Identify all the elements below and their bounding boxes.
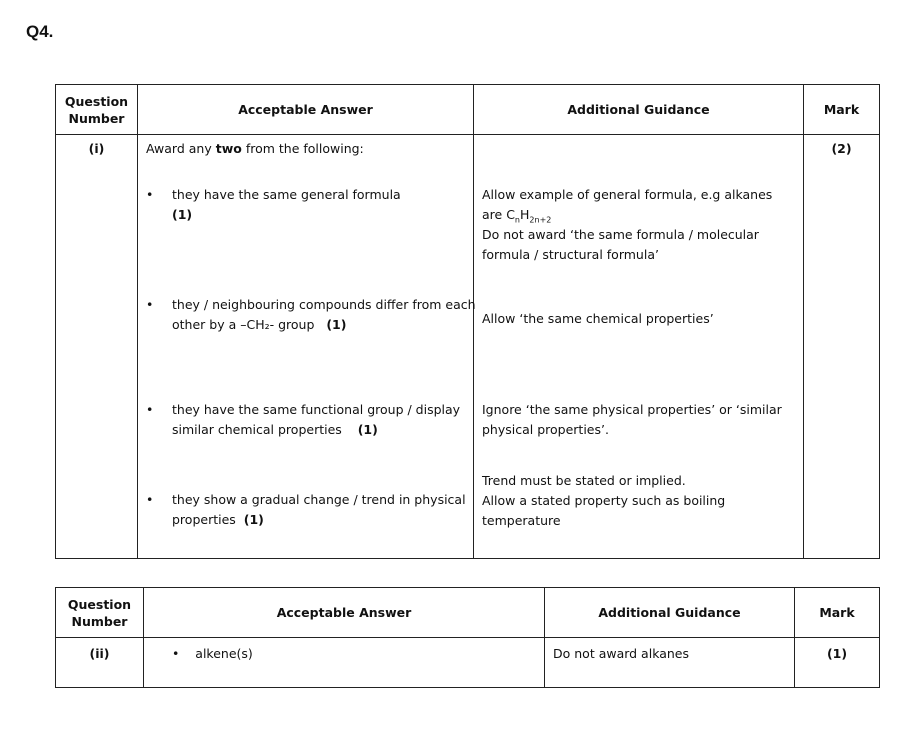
answer-text: they show a gradual change / trend in physical properties <box>172 492 466 527</box>
header-mark: Mark <box>804 85 880 135</box>
formula-subscript: n <box>514 215 520 225</box>
answer-point <box>146 400 472 440</box>
bullet-icon: • <box>146 402 154 417</box>
additional-guidance-cell <box>545 638 795 688</box>
answer-intro-emphasis: two <box>215 141 242 156</box>
mark-scheme-table-part-i <box>55 84 880 559</box>
guidance-note <box>482 471 798 531</box>
mark-scheme-table-part-ii <box>55 587 880 688</box>
header-question-number: Question Number <box>56 85 138 135</box>
table-row <box>56 135 880 559</box>
bullet-icon: • <box>146 492 154 507</box>
guidance-text: Do not award ‘the same formula / molecular formula / structural formula’ <box>482 227 759 262</box>
guidance-text: Allow ‘the same chemical properties’ <box>482 311 714 326</box>
question-number: (i) <box>88 141 105 156</box>
guidance-note <box>482 400 806 440</box>
answer-intro-pre: Award any <box>146 141 216 156</box>
answer-text: they / neighbouring compounds differ from each other by a –CH₂- group <box>172 297 476 332</box>
acceptable-answer-cell <box>144 638 545 688</box>
mark-value: (2) <box>831 141 852 156</box>
answer-point <box>146 295 482 335</box>
answer-text: they have the same general formula <box>172 187 401 202</box>
mark-value: (1) <box>826 646 848 661</box>
guidance-note <box>482 309 798 329</box>
answer-text: they have the same functional group / display similar chemical properties <box>172 402 461 437</box>
header-mark: Mark <box>795 588 880 638</box>
answer-mark: (1) <box>357 422 378 437</box>
bullet-icon: • <box>146 297 154 312</box>
question-number-cell <box>56 638 144 688</box>
formula-prefix: are C <box>482 207 515 222</box>
table-header-row <box>56 588 880 638</box>
table-header-row <box>56 85 880 135</box>
guidance-text: Do not award alkanes <box>553 646 689 661</box>
header-additional-guidance: Additional Guidance <box>474 85 804 135</box>
guidance-text: Ignore ‘the same physical properties’ or ‘similar physical properties’. <box>482 402 782 437</box>
formula-element: H <box>520 207 530 222</box>
header-additional-guidance: Additional Guidance <box>545 588 795 638</box>
mark-cell <box>804 135 880 559</box>
answer-point <box>146 185 472 225</box>
acceptable-answer-cell <box>138 135 474 559</box>
answer-text: alkene(s) <box>195 646 253 661</box>
answer-point <box>146 490 472 530</box>
bullet-icon: • <box>172 646 180 661</box>
additional-guidance-cell <box>474 135 804 559</box>
guidance-text: Trend must be stated or implied. <box>482 473 686 488</box>
answer-mark: (1) <box>243 512 264 527</box>
guidance-text: Allow a stated property such as boiling temperature <box>482 493 726 528</box>
answer-intro-post: from the following: <box>241 141 364 156</box>
guidance-formula <box>482 205 798 225</box>
question-label: Q4. <box>26 22 54 41</box>
answer-mark: (1) <box>172 207 193 222</box>
header-question-number: Question Number <box>56 588 144 638</box>
answer-mark: (1) <box>326 317 347 332</box>
guidance-text: Allow example of general formula, e.g alkanes <box>482 187 773 202</box>
question-number-cell <box>56 135 138 559</box>
table-row <box>56 638 880 688</box>
guidance-note <box>482 185 798 265</box>
header-acceptable-answer: Acceptable Answer <box>144 588 545 638</box>
answer-intro <box>146 139 465 159</box>
mark-cell <box>795 638 880 688</box>
formula-subscript: 2n+2 <box>529 215 552 225</box>
header-acceptable-answer: Acceptable Answer <box>138 85 474 135</box>
question-number: (ii) <box>89 646 110 661</box>
bullet-icon: • <box>146 187 154 202</box>
